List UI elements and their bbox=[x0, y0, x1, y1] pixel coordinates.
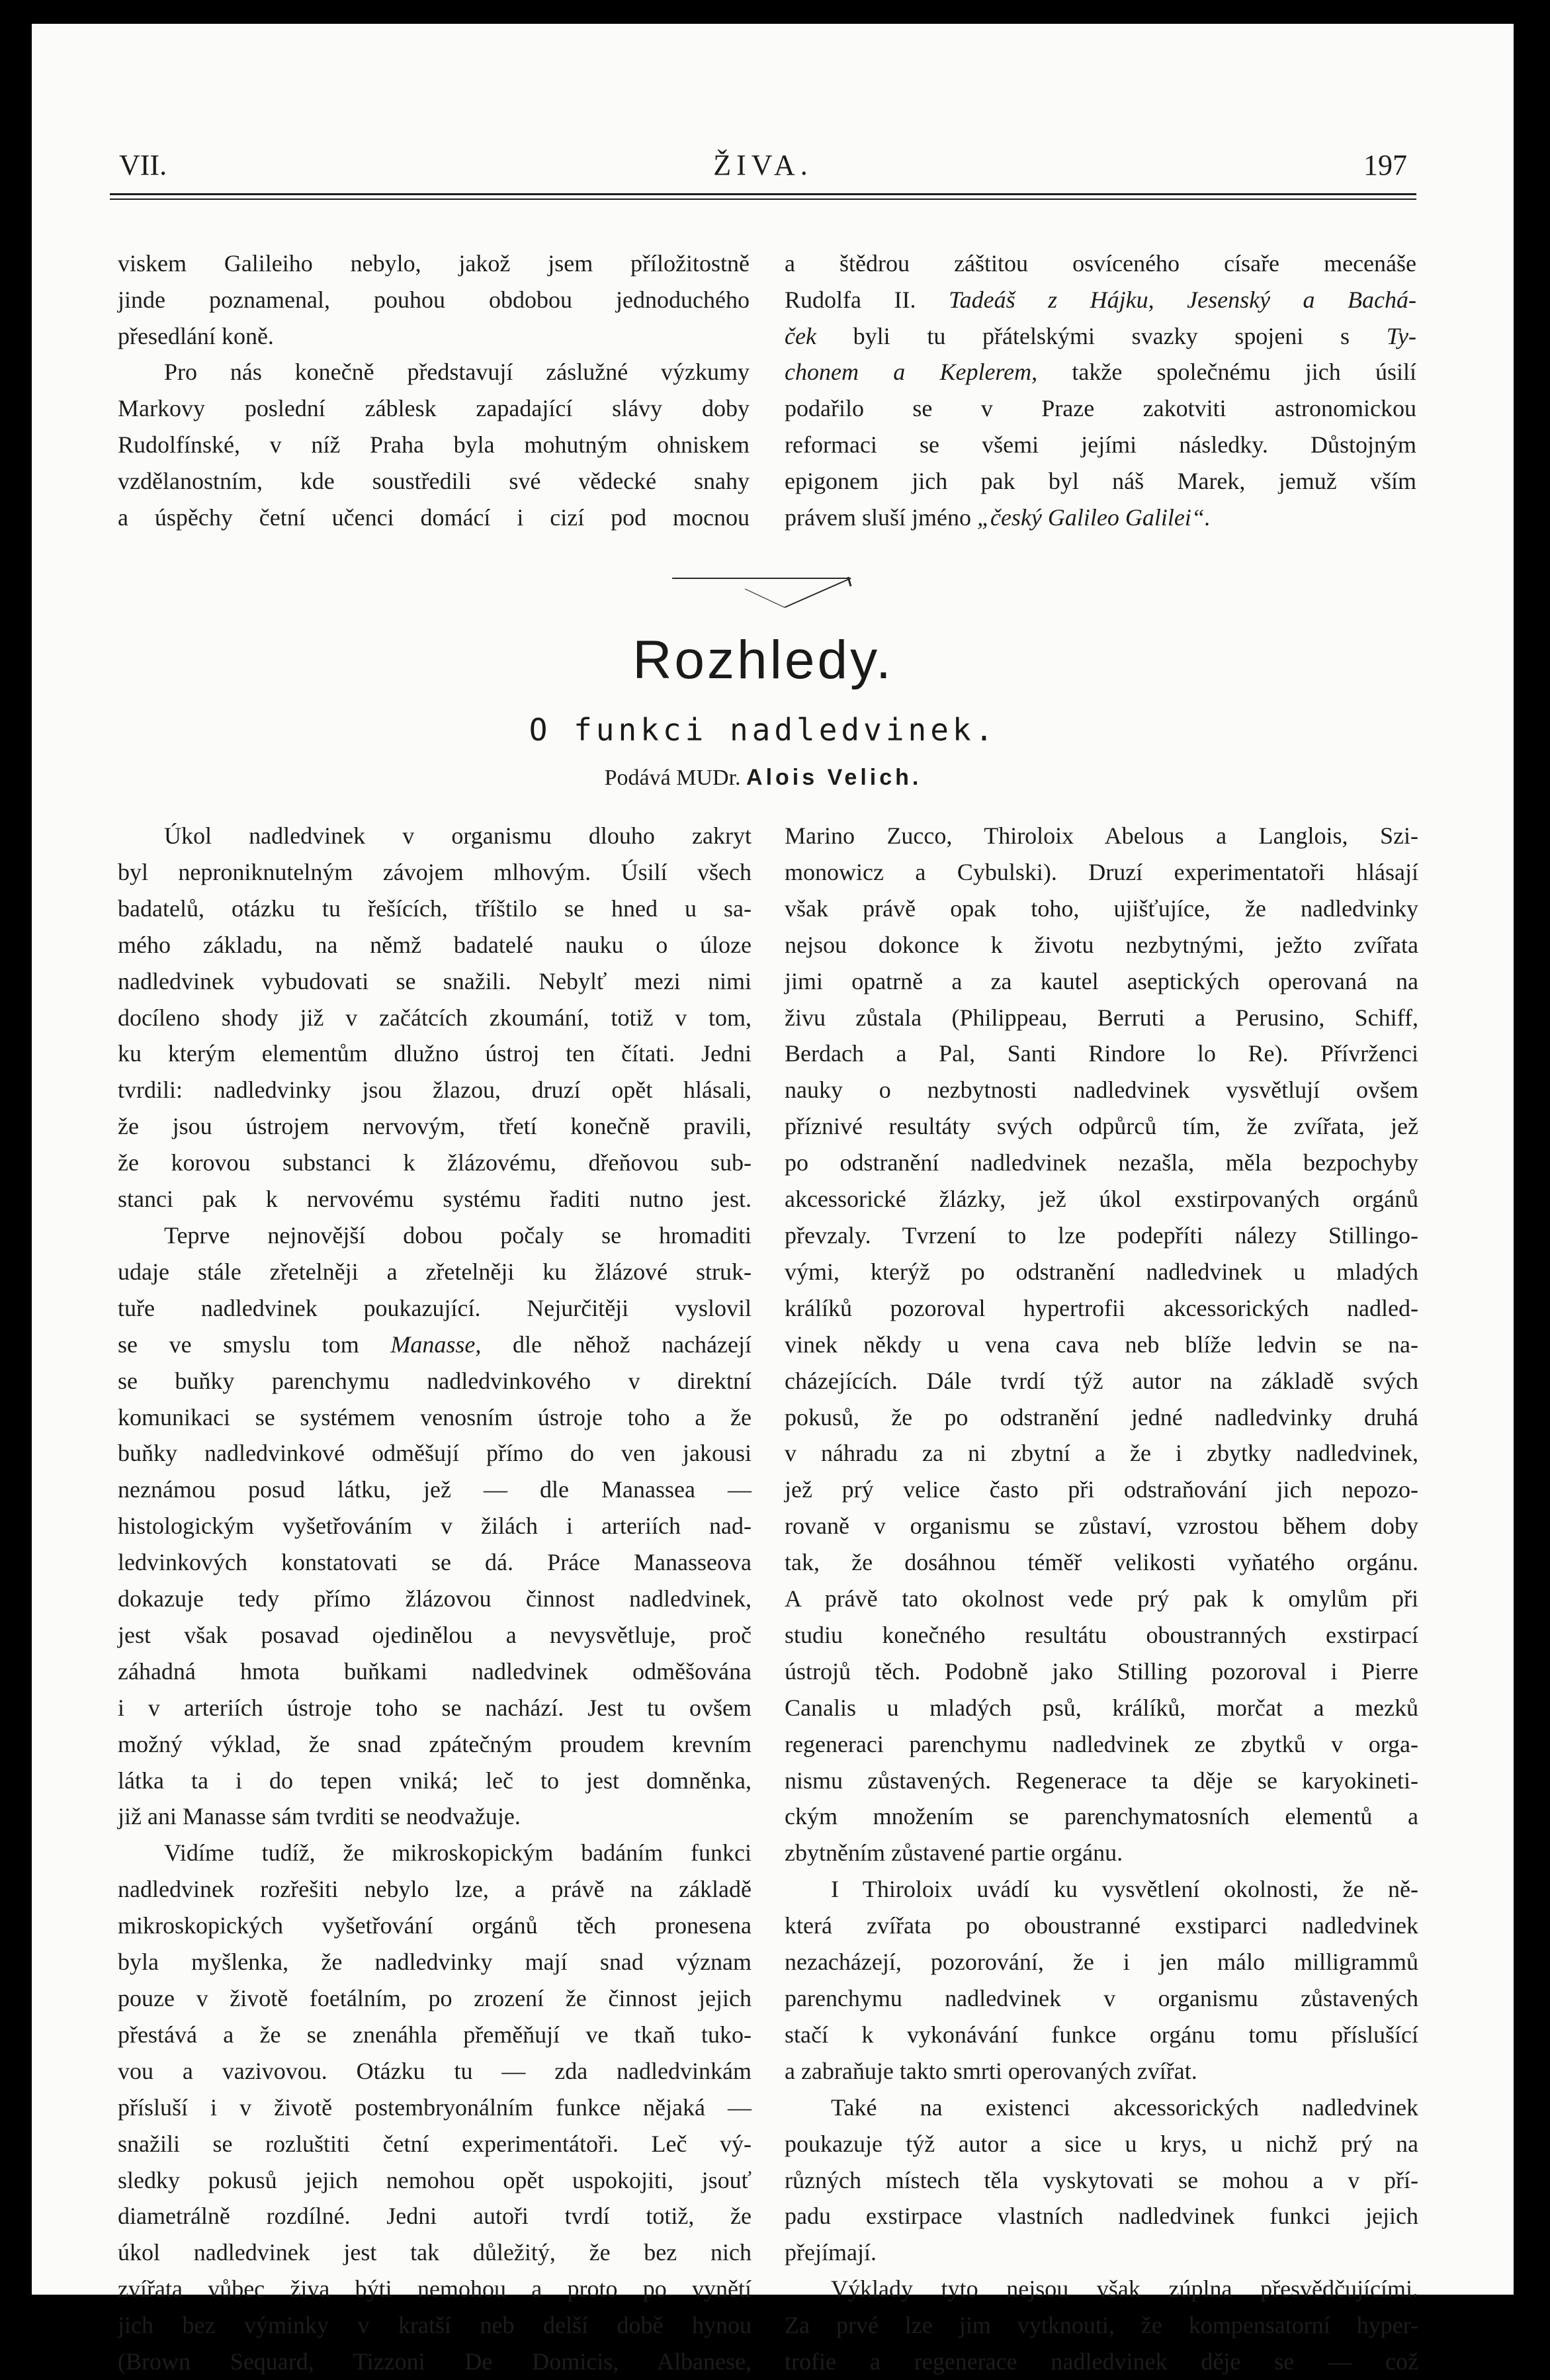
text-line: rovaně v organismu se zůstaví, vzrostou během doby bbox=[785, 1513, 1418, 1540]
decorative-divider bbox=[666, 566, 890, 619]
text-line: ústrojů těch. Podobně jako Stilling pozoroval i Pierre bbox=[785, 1657, 1418, 1685]
text-line: vinek někdy u vena cava neb blíže ledvin se na- bbox=[785, 1331, 1418, 1358]
text-line: záhadná hmota buňkami nadledvinek odměšována bbox=[118, 1657, 752, 1685]
text-line: stanci pak k nervovému systému řaditi nutno jest. bbox=[118, 1186, 752, 1213]
text-line: Také na existenci akcessorických nadledvinek bbox=[831, 2094, 1418, 2121]
text-line: možný výklad, že snad zpátečným proudem krevním bbox=[118, 1730, 752, 1757]
text-line: nadledvinek vybudovati se snažili. Nebylť mezi nimi bbox=[118, 967, 752, 994]
text-line: se buňky parenchymu nadledvinkového v direktní bbox=[118, 1367, 752, 1394]
text-line: v náhradu za ni zbytní a že i zbytky nadledvinek, bbox=[785, 1440, 1418, 1467]
text-run: právem sluší jméno bbox=[785, 504, 971, 531]
text-line: byl neproniknutelným závojem mlhovým. Úsilí všech bbox=[118, 858, 752, 885]
text-line: pokusů, že po odstranění jedné nadledvinky druhá bbox=[785, 1403, 1418, 1431]
text-line: nejsou dokonce k životu nezbytnými, ježto zvířata bbox=[785, 931, 1418, 958]
italic-name: ček bbox=[785, 322, 816, 349]
text-line bbox=[785, 282, 1416, 318]
text-line: i v arteriích ústroje toho se nachází. Jest tu ovšem bbox=[118, 1694, 752, 1721]
text-line: Marino Zucco, Thiroloix Abelous a Langlois, Szi- bbox=[785, 822, 1418, 849]
text-line: histologickým vyšetřováním v žilách i arteriích nad- bbox=[118, 1513, 752, 1540]
text-run: dle něhož nacházejí bbox=[512, 1331, 752, 1358]
text-line: ledvinkových konstatovati se dá. Práce Manasseova bbox=[118, 1549, 752, 1576]
text-line: tvrdili: nadledvinky jsou žlazou, druzí opět hlásali, bbox=[118, 1077, 752, 1104]
journal-title: ŽIVA. bbox=[713, 149, 813, 181]
text-run: byli tu přátelskými svazky spojeni s bbox=[853, 322, 1350, 349]
text-line: (Brown Sequard, Tizzoni De Domicis, Albanese, bbox=[118, 2348, 752, 2375]
text-line: mikroskopických vyšetřování orgánů těch pronesena bbox=[118, 1912, 752, 1939]
paper-sheet bbox=[32, 24, 1514, 2375]
article-title: O funkci nadledvinek. bbox=[529, 712, 998, 748]
italic-names: Tadeáš z Hájku, Jesenský a Bachá- bbox=[948, 286, 1416, 313]
text-line: byla myšlenka, že nadledvinky mají snad význam bbox=[118, 1949, 752, 1976]
text-line: že korovou substanci k žlázovému, dřeňovou sub- bbox=[118, 1149, 752, 1176]
text-line: přejímají. bbox=[785, 2239, 877, 2266]
text-line: že jsou ústrojem nervovým, třetí konečně pravili, bbox=[118, 1113, 752, 1140]
text-line: přestává a že se znenáhla přeměňují ve tkaň tuko- bbox=[118, 2021, 752, 2048]
text-line bbox=[785, 500, 1416, 536]
text-line: jinde poznamenal, pouhou obdobou jednoduchého bbox=[118, 286, 750, 313]
italic-name: Ty- bbox=[1386, 322, 1417, 349]
text-line: různých místech těla vyskytovati se mohou a v pří- bbox=[785, 2166, 1418, 2193]
text-line: reformaci se všemi jejími následky. Důstojným bbox=[785, 431, 1416, 458]
text-line: Pro nás konečně představují záslužné výzkumy bbox=[164, 359, 750, 386]
text-line: regeneraci parenchymu nadledvinek ze zbytků v orga- bbox=[785, 1730, 1418, 1757]
text-line: převzaly. Tvrzení to lze podepříti nálezy Stillingo- bbox=[785, 1221, 1418, 1249]
divider-flourish-icon bbox=[666, 566, 890, 619]
text-line: Vidíme tudíž, že mikroskopickým badáním funkci bbox=[164, 1839, 752, 1867]
section-title: Rozhledy. bbox=[632, 630, 894, 690]
text-line: jimi opatrně a za kautel aseptických operovaná na bbox=[785, 967, 1418, 994]
text-line: pouze v životě foetálním, po zrození že činnost jejich bbox=[118, 1985, 752, 2011]
text-line: akcessorické žlázky, jež úkol exstirpovaných orgánů bbox=[785, 1186, 1418, 1213]
text-line: epigonem jich pak byl náš Marek, jemuž vším bbox=[785, 467, 1416, 494]
text-line: Berdach a Pal, Santi Rindore lo Re). Přívrženci bbox=[785, 1040, 1418, 1067]
text-line: diametrálně rozdílné. Jedni autoři tvrdí totiž, že bbox=[118, 2203, 752, 2230]
running-header bbox=[110, 148, 1416, 188]
text-line: neznámou posud látku, jež — dle Manassea — bbox=[118, 1476, 752, 1503]
text-line bbox=[785, 318, 1416, 355]
text-line: mého základu, na němž badatelé nauku o úloze bbox=[118, 931, 752, 958]
text-line: látka ta i do tepen vniká; leč to jest domněnka, bbox=[118, 1767, 752, 1794]
text-line: jest však posavad ojedinělou a nevysvětluje, proč bbox=[118, 1621, 752, 1648]
byline bbox=[110, 765, 1416, 791]
text-line: ckým množením se parenchymatosních elementů a bbox=[785, 1803, 1418, 1830]
text-line: nismu zůstavených. Regenerace ta děje se karyokineti- bbox=[785, 1767, 1418, 1794]
text-line: nadledvinek rozřešiti nebylo lze, a právě na základě bbox=[118, 1876, 752, 1903]
text-line: cházejících. Dále tvrdí týž autor na základě svých bbox=[785, 1367, 1418, 1394]
text-line: sledky pokusů jejich nemohou opět uspokojiti, jsouť bbox=[118, 2166, 752, 2193]
text-line bbox=[785, 354, 1416, 390]
text-line: však právě opak toho, ujišťujíce, že nadledvinky bbox=[785, 895, 1418, 922]
text-line: již ani Manasse sám tvrditi se neodvažuje. bbox=[118, 1803, 521, 1830]
text-line: králíků pozoroval hypertrofii akcessorických nadled- bbox=[785, 1294, 1418, 1321]
text-line: Markovy poslední záblesk zapadající slávy doby bbox=[118, 395, 750, 422]
text-line: Za prvé lze jim vytknouti, že kompensatorní hyper- bbox=[785, 2312, 1418, 2339]
italic-name: Manasse, bbox=[390, 1331, 482, 1358]
text-line: zvířata vůbec živa býti nemohou a proto po vynětí bbox=[118, 2275, 752, 2303]
text-line: nezacházejí, pozorování, že i jen málo milligrammů bbox=[785, 1949, 1418, 1976]
text-line: padu exstirpace vlastních nadledvinek funkci jejich bbox=[785, 2203, 1418, 2230]
header-rule bbox=[110, 193, 1416, 195]
text-line: A právě tato okolnost vede prý pak k omylům při bbox=[785, 1585, 1418, 1612]
text-line: která zvířata po oboustranné exstiparci nadledvinek bbox=[785, 1912, 1418, 1939]
text-line: studiu konečného resultátu oboustranných exstirpací bbox=[785, 1621, 1418, 1648]
text-line: příznivé resultáty svých odpůrců tím, že zvířata, jež bbox=[785, 1113, 1418, 1140]
text-line: nauky o nezbytnosti nadledvinek vysvětlují ovšem bbox=[785, 1077, 1418, 1104]
text-line: buňky nadledvinkové odměšují přímo do ven jakousi bbox=[118, 1440, 752, 1467]
text-line: Rudolfínské, v níž Praha byla mohutným ohniskem bbox=[118, 431, 750, 458]
text-line: parenchymu nadledvinek v organismu zůstavených bbox=[785, 1985, 1418, 2011]
italic-names: chonem a Keplerem, bbox=[785, 359, 1038, 386]
column-article-left bbox=[118, 818, 752, 2380]
text-line: vou a vazivovou. Otázku tu — zda nadledvinkám bbox=[118, 2057, 752, 2084]
text-line: viskem Galileiho nebylo, jakož jsem příložitostně bbox=[118, 250, 750, 277]
text-line: stačí k vykonávání funkce orgánu tomu příslušící bbox=[785, 2021, 1418, 2048]
text-line: a úspěchy četní učenci domácí i cizí pod mocnou bbox=[118, 504, 750, 531]
text-line: jež prý velice často při odstraňování jich nepozo- bbox=[785, 1476, 1418, 1503]
text-run: se ve smyslu tom bbox=[118, 1331, 359, 1358]
text-line: tuře nadledvinek poukazující. Nejurčitěji vyslovil bbox=[118, 1294, 752, 1321]
text-line: trofie a regenerace nadledvinek děje se — což bbox=[785, 2348, 1418, 2375]
page-number: 197 bbox=[1363, 149, 1407, 181]
text-line: vzdělanostním, kde soustředili své vědecké snahy bbox=[118, 467, 750, 494]
header-rule-double bbox=[110, 198, 1416, 200]
text-run: takže společnému jich úsilí bbox=[1072, 359, 1417, 386]
text-line: přesedlání koně. bbox=[118, 322, 274, 349]
text-line: přísluší i v životě postembryonálním funkce nějaká — bbox=[118, 2094, 752, 2121]
text-line: poukazuje týž autor a sice u krys, u nichž prý na bbox=[785, 2130, 1418, 2157]
text-line: Teprve nejnovější dobou počaly se hromaditi bbox=[164, 1221, 752, 1249]
column-article-right bbox=[785, 818, 1418, 2380]
volume-number: VII. bbox=[119, 149, 167, 181]
text-line: úkol nadledvinek jest tak důležitý, že bez nich bbox=[118, 2239, 752, 2266]
text-line: zbytněním zůstavené partie orgánu. bbox=[785, 1839, 1123, 1867]
text-line: snažili se rozluštiti četní experimentátoři. Leč vý- bbox=[118, 2130, 752, 2157]
byline-author: Alois Velich. bbox=[746, 765, 922, 790]
text-run: Rudolfa II. bbox=[785, 286, 916, 313]
text-line: docíleno shody již v začátcích zkoumání, totiž v tom, bbox=[118, 1004, 752, 1031]
text-line: Výklady tyto nejsou však zúplna přesvědčujícími. bbox=[831, 2275, 1418, 2303]
text-line: tak, že dosáhnou téměř velikosti vyňatého orgánu. bbox=[785, 1549, 1418, 1576]
text-line: Canalis u mladých psů, králíků, morčat a mezků bbox=[785, 1694, 1418, 1721]
text-line: komunikaci se systémem venosním ústroje toho a že bbox=[118, 1403, 752, 1431]
text-line: a štědrou záštitou osvíceného císaře mecenáše bbox=[785, 250, 1416, 277]
text-line: dokazuje tedy přímo žlázovou činnost nadledvinek, bbox=[118, 1585, 752, 1612]
text-line: ku kterým elementům dlužno ústroj ten čítati. Jedni bbox=[118, 1040, 752, 1067]
text-line: udaje stále zřetelněji a zřetelněji ku žlázové struk- bbox=[118, 1258, 752, 1285]
text-line: a zabraňuje takto smrti operovaných zvířat. bbox=[785, 2057, 1197, 2084]
text-line: živu zůstala (Philippeau, Berruti a Perusino, Schiff, bbox=[785, 1004, 1418, 1031]
text-line bbox=[118, 1327, 752, 1363]
text-line: jich bez výminky v kratší neb delší době hynou bbox=[118, 2312, 752, 2339]
text-line: monowicz a Cybulski). Druzí experimentatoři hlásají bbox=[785, 858, 1418, 885]
text-line: Úkol nadledvinek v organismu dlouho zakryt bbox=[164, 822, 752, 849]
text-line: badatelů, otázku tu řešících, tříštilo se hned u sa- bbox=[118, 895, 752, 922]
text-line: po odstranění nadledvinek nezašla, měla bezpochyby bbox=[785, 1149, 1418, 1176]
text-line: vými, kterýž po odstranění nadledvinek u mladých bbox=[785, 1258, 1418, 1285]
italic-quote: „český Galileo Galilei“. bbox=[976, 504, 1211, 531]
text-line: podařilo se v Praze zakotviti astronomickou bbox=[785, 395, 1416, 422]
column-top-left bbox=[118, 245, 750, 535]
column-top-right bbox=[785, 245, 1416, 535]
text-line: I Thiroloix uvádí ku vysvětlení okolnosti, že ně- bbox=[831, 1876, 1418, 1903]
byline-prefix: Podává MUDr. bbox=[604, 766, 741, 790]
